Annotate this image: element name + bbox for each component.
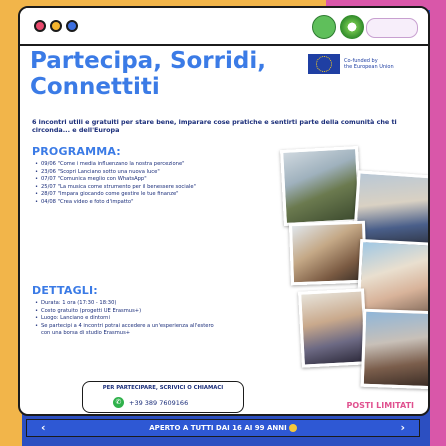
list-item: • 23/06 "Scopri Lanciano sotto una nuova luce" [34, 169, 234, 176]
partner-logo-2 [340, 15, 364, 39]
banner-text: APERTO A TUTTI DAI 16 AI 99 ANNI [149, 424, 287, 432]
list-item: • Durata: 1 ora (17:30 - 18:30) [34, 300, 224, 307]
bottom-banner-bar [26, 419, 420, 437]
list-item: • Se partecipi a 4 incontri potrai accedere a un'esperienza all'estero con una borsa di studio Erasmus+ [34, 323, 224, 337]
list-item: • Luogo: Lanciano e dintorni [34, 315, 224, 322]
contact-heading: PER PARTECIPARE, SCRIVICI O CHIAMACI [102, 385, 224, 391]
programma-heading: PROGRAMMA: [32, 145, 121, 158]
whatsapp-icon: ✆ [113, 397, 124, 408]
posti-limitati-label: POSTI LIMITATI [346, 401, 414, 410]
poster-window [18, 6, 430, 416]
list-item: • 28/07 "Impara giocando come gestire le tue finanze" [34, 191, 234, 198]
photo-group-3 [289, 221, 367, 286]
phone-number[interactable]: +39 389 7609166 [129, 398, 189, 407]
contact-box [82, 381, 244, 413]
list-item: • 09/06 "Come i media influenzano la nostra percezione" [34, 161, 234, 168]
background-right [430, 0, 446, 446]
photo-group-1 [280, 146, 362, 226]
prev-arrow-icon[interactable]: ‹ [41, 421, 46, 434]
dettagli-heading: DETTAGLI: [32, 284, 98, 297]
partner-logo-3 [366, 18, 418, 38]
dettagli-list [34, 300, 224, 337]
programma-list [34, 161, 234, 206]
phone-row[interactable] [113, 397, 188, 408]
smile-icon [289, 424, 297, 432]
close-dot[interactable] [34, 20, 46, 32]
next-arrow-icon[interactable]: › [400, 421, 405, 434]
minimize-dot[interactable] [50, 20, 62, 32]
eu-cofunded-badge [308, 52, 420, 76]
photo-group-5 [298, 288, 368, 367]
list-item: • 04/08 "Crea video e foto d'impatto" [34, 199, 234, 206]
photo-group-6 [361, 309, 430, 390]
maximize-dot[interactable] [66, 20, 78, 32]
list-item: • 25/07 "La musica come strumento per il benessere sociale" [34, 184, 234, 191]
list-item: • 07/07 "Comunica meglio con WhatsApp" [34, 176, 234, 183]
window-titlebar [20, 8, 428, 46]
list-item: • Costo gratuito (progetti UE Erasmus+) [34, 308, 224, 315]
partner-logo-1 [312, 15, 336, 39]
page-title: Partecipa, Sorridi, Connettiti [30, 48, 266, 100]
eu-badge-line1: Co-funded by [344, 58, 378, 64]
page-subtitle: 6 incontri utili e gratuiti per stare bene, imparare cose pratiche e sentirti parte della comunità che ti circonda... e dell'Europa [32, 118, 397, 134]
eu-badge-line2: the European Union [344, 64, 394, 70]
